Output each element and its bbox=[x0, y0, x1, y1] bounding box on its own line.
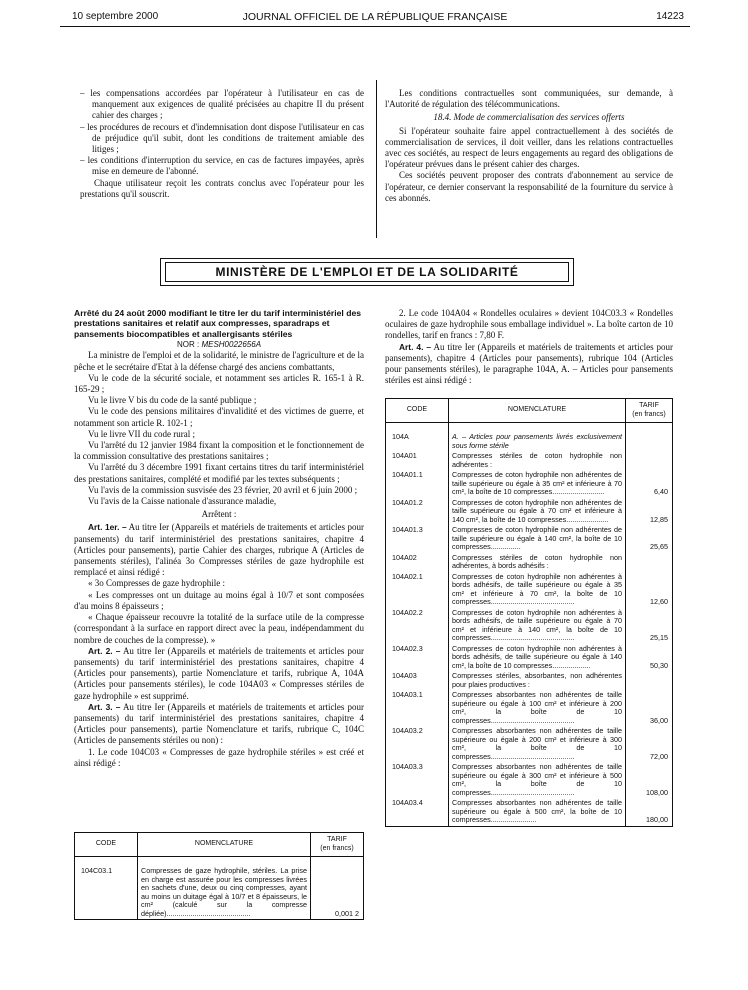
article-2 bbox=[74, 646, 364, 702]
table-cell-nomenclature: Compresses absorbantes non adhérentes de taille supérieure ou égale à 500 cm², la boîte de 10 compresses....................... bbox=[449, 798, 626, 826]
table-cell-nomenclature: Compresses stériles de coton hydrophile non adhérentes : bbox=[449, 451, 626, 470]
visa: Vu l'avis de la commission susvisée des 23 février, 20 avril et 6 juin 2000 ; bbox=[88, 484, 358, 495]
ministry-title: MINISTÈRE DE L'EMPLOI ET DE LA SOLIDARITÉ bbox=[165, 262, 569, 282]
table-cell-code: 104A02.2 bbox=[386, 608, 449, 644]
table-cell-code: 104A bbox=[386, 423, 449, 452]
table-cell-tarif: 108,00 bbox=[626, 762, 673, 798]
table-row bbox=[386, 451, 673, 470]
paragraph: La ministre de l'emploi et de la solidarité, le ministre de l'agriculture et de la pêche et le secrétaire d'Etat à la défense chargé des anciens combattants, bbox=[74, 350, 364, 372]
table-cell-code: 104A02.1 bbox=[386, 572, 449, 608]
table-row bbox=[386, 644, 673, 672]
visa: Vu l'avis de la Caisse nationale d'assurance maladie, bbox=[88, 496, 277, 507]
article-1-text: Au titre Ier (Appareils et matériels de traitements et articles pour pansements) du tarif interministériel des prestations sanitaires, chapitre 4 (Articles pour pansements), partie Cahier des charges, rubrique A (Articles de pansements stériles), l'alinéa 3o Compresses stériles de gaze hydrophile est remplacé et ainsi rédigé : bbox=[74, 522, 364, 578]
list-item: – les procédures de recours et d'indemnisation dont dispose l'utilisateur en cas de préjudice qu'il subit, dont les conditions de traitement amiable des litiges ; bbox=[80, 121, 364, 155]
nomenclature-table-104a bbox=[385, 398, 673, 827]
table-row bbox=[386, 525, 673, 553]
table-body bbox=[75, 857, 364, 920]
table-cell-nomenclature: Compresses de coton hydrophile non adhérentes à bords adhésifs, de taille supérieure ou égale à 70 cm² et inférieure à 140 cm², la boîte de 10 compresses.......................................... bbox=[449, 608, 626, 644]
paragraph: Si l'opérateur souhaite faire appel contractuellement à des sociétés de commercialisation de services, il doit veiller, dans les relations contractuelles avec ces sociétés, au respect de leurs engagements au regard des obligations de l'opérateur prévues dans le présent cahier des charges. bbox=[385, 125, 673, 170]
table-cell-code: 104A02 bbox=[386, 553, 449, 572]
arrete-title: Arrêté du 24 août 2000 modifiant le titre Ier du tarif interministériel des prestations sanitaires et relatif aux compresses, sparadraps et pansements biocompatibles et anallergisants stériles bbox=[74, 308, 362, 339]
table-row bbox=[386, 762, 673, 798]
table-cell-tarif: 50,30 bbox=[626, 644, 673, 672]
article-2-label: Art. 2. – bbox=[88, 645, 121, 656]
journal-title: JOURNAL OFFICIEL DE LA RÉPUBLIQUE FRANÇAISE bbox=[242, 11, 508, 23]
table-cell-nomenclature: Compresses de gaze hydrophile, stériles. La prise en charge est assurée pour les compresses livrées en sachets d'une, deux ou cinq compresses, ayant au moins un duitage égal à 10/7 et 8 épaisseurs, le cm² (calculé sur la compresse dépliée).......................................... bbox=[138, 857, 311, 920]
visa: Vu le livre V bis du code de la santé publique ; bbox=[88, 395, 257, 406]
table-row bbox=[386, 798, 673, 826]
table-cell-tarif: 12,85 bbox=[626, 498, 673, 526]
table-cell-nomenclature: Compresses de coton hydrophile non adhérentes de taille supérieure ou égale à 70 cm² et inférieure à 140 cm², la boîte de 10 compresses..................... bbox=[449, 498, 626, 526]
section-heading: 18.4. Mode de commercialisation des services offerts bbox=[433, 112, 625, 123]
list-item: – les conditions d'interruption du service, en cas de factures impayées, après mise en demeure de l'abonné. bbox=[80, 155, 364, 177]
nor-label: NOR : bbox=[176, 340, 200, 350]
article-2-text: Au titre Ier (Appareils et matériels de traitements et articles pour pansements) du tarif interministériel des prestations sanitaires, chapitre 4 (Articles pour pansements), partie Nomenclature et tarifs, rubrique A, 104A (Articles pour pansements stériles), le code 104A03 « Compresses stériles de gaze hydrophile » est supprimé. bbox=[74, 645, 364, 701]
page-number: 14223 bbox=[656, 11, 684, 22]
top-left-column bbox=[80, 88, 364, 200]
table-cell-tarif: 0,001 2 bbox=[311, 857, 364, 920]
table-body bbox=[386, 423, 673, 827]
visa: Vu le code des pensions militaires d'invalidité et des victimes de guerre, et notamment son article R. 102-1 ; bbox=[74, 406, 364, 428]
table-cell-tarif: 12,60 bbox=[626, 572, 673, 608]
table-cell-nomenclature: Compresses de coton hydrophile non adhérentes à bords adhésifs, de taille supérieure ou égale à 35 cm² et inférieure à 70 cm², la boîte de 10 compresses.......................................... bbox=[449, 572, 626, 608]
visa: Vu le code de la sécurité sociale, et notamment ses articles R. 165-1 à R. 165-29 ; bbox=[74, 372, 364, 395]
article-4-label: Art. 4. – bbox=[399, 341, 432, 352]
nor-reference bbox=[74, 339, 364, 350]
table-cell-code: 104A03.1 bbox=[386, 690, 449, 726]
column-header-tarif: TARIF (en francs) bbox=[311, 833, 364, 857]
table-cell-nomenclature: Compresses stériles de coton hydrophile non adhérentes, à bords adhésifs : bbox=[449, 553, 626, 572]
table-cell-tarif: 25,65 bbox=[626, 525, 673, 553]
table-cell-tarif bbox=[626, 451, 673, 470]
visa: Vu l'arrêté du 12 janvier 1984 fixant la composition et le fonctionnement de la commission consultative des prestations sanitaires ; bbox=[74, 440, 364, 462]
table-row bbox=[386, 690, 673, 726]
table-row bbox=[386, 671, 673, 690]
column-divider bbox=[376, 80, 377, 238]
article-4-text: Au titre Ier (Appareils et matériels de traitements et articles pour pansements), chapitre 4 (Articles pour pansements), rubrique 104 (Articles pour pansements stériles), le paragraphe 104A, A. – Articles pour pansements stériles est ainsi rédigé : bbox=[385, 341, 673, 386]
paragraph: Ces sociétés peuvent proposer des contrats d'abonnement au service de l'opérateur, ce dernier conservant la responsabilité de la fourniture du service à ces abonnés. bbox=[385, 170, 673, 203]
table-cell-code: 104A03 bbox=[386, 671, 449, 690]
article-3-label: Art. 3. – bbox=[88, 701, 121, 712]
table-cell-code: 104A03.3 bbox=[386, 762, 449, 798]
table-row bbox=[386, 553, 673, 572]
column-header-tarif: TARIF (en francs) bbox=[626, 399, 673, 423]
table-cell-tarif: 25,15 bbox=[626, 608, 673, 644]
nomenclature-table-104c bbox=[74, 832, 364, 920]
article-4 bbox=[385, 342, 673, 387]
table-row bbox=[386, 498, 673, 526]
column-header-nomenclature: NOMENCLATURE bbox=[449, 399, 626, 423]
table-cell-tarif: 72,00 bbox=[626, 726, 673, 762]
table-cell-nomenclature: A. – Articles pour pansements livrés exclusivement sous forme stérile bbox=[449, 423, 626, 452]
column-header-code: CODE bbox=[386, 399, 449, 423]
table-cell-nomenclature: Compresses de coton hydrophile non adhérentes de taille supérieure ou égale à 35 cm² et inférieure à 70 cm², la boîte de 10 compresses.......................... bbox=[449, 470, 626, 498]
list-item: – les compensations accordées par l'opérateur à l'utilisateur en cas de manquement aux exigences de qualité précisées au chapitre II du présent cahier des charges ; bbox=[80, 88, 364, 121]
article-1 bbox=[74, 522, 364, 578]
table-row bbox=[386, 608, 673, 644]
visa: Vu le livre VII du code rural ; bbox=[88, 428, 196, 439]
table-cell-tarif bbox=[626, 423, 673, 452]
table-cell-nomenclature: Compresses de coton hydrophile non adhérentes à bords adhésifs, de taille supérieure ou égale à 140 cm², la boîte de 10 compresses................... bbox=[449, 644, 626, 672]
table-cell-nomenclature: Compresses absorbantes non adhérentes de taille supérieure ou égale à 100 cm² et inférieure à 200 cm², la boîte de 10 compresses.......................................... bbox=[449, 690, 626, 726]
nor-value: MESH0022656A bbox=[201, 340, 262, 350]
quote-line: « Les compresses ont un duitage au moins égal à 10/7 et sont composées d'au moins 8 épaisseurs ; bbox=[74, 589, 364, 611]
table-cell-code: 104A01 bbox=[386, 451, 449, 470]
table-cell-tarif: 180,00 bbox=[626, 798, 673, 826]
table-cell-tarif bbox=[626, 671, 673, 690]
table-cell-code: 104A02.3 bbox=[386, 644, 449, 672]
table-row bbox=[75, 857, 364, 920]
paragraph: Chaque utilisateur reçoit les contrats conclus avec l'opérateur pour les prestations qu'il souscrit. bbox=[80, 177, 364, 199]
table-cell-tarif: 6,40 bbox=[626, 470, 673, 498]
table-cell-code: 104C03.1 bbox=[75, 857, 138, 920]
table-cell-code: 104A01.3 bbox=[386, 525, 449, 553]
article-3 bbox=[74, 702, 364, 747]
table-cell-code: 104A01.2 bbox=[386, 498, 449, 526]
table-row bbox=[386, 572, 673, 608]
paragraph: 2. Le code 104A04 « Rondelles oculaires » devient 104C03.3 « Rondelles oculaires de gaze hydrophile sous emballage individuel ». La boîte carton de 10 rondelles, tarif en francs : 7,80 F. bbox=[385, 308, 673, 341]
table-cell-tarif bbox=[626, 553, 673, 572]
quote-line: « Chaque épaisseur recouvre la totalité de la surface utile de la compresse (correspondant à la surface en rapport direct avec la peau, indépendamment du nombre de couches de la compresse). » bbox=[74, 612, 364, 645]
table-cell-tarif: 36,00 bbox=[626, 690, 673, 726]
table-row bbox=[386, 726, 673, 762]
bottom-right-column bbox=[385, 308, 673, 386]
bottom-left-column bbox=[74, 308, 364, 769]
top-right-column bbox=[385, 88, 673, 204]
article-3-text: Au titre Ier (Appareils et matériels de traitements et articles pour pansements) du tarif interministériel des prestations sanitaires, chapitre 4 (Articles pour pansements), partie Nomenclature et tarifs, rubrique C, 104C (Articles de pansements stériles ou non) : bbox=[74, 701, 364, 746]
table-cell-code: 104A03.4 bbox=[386, 798, 449, 826]
table-cell-nomenclature: Compresses stériles, absorbantes, non adhérentes pour plaies productives : bbox=[449, 671, 626, 690]
page-header bbox=[60, 8, 690, 27]
column-header-nomenclature: NOMENCLATURE bbox=[138, 833, 311, 857]
table-cell-nomenclature: Compresses absorbantes non adhérentes de taille supérieure ou égale à 300 cm² et inférieure à 500 cm², la boîte de 10 compresses.......................................... bbox=[449, 762, 626, 798]
table-cell-nomenclature: Compresses de coton hydrophile non adhérentes de taille supérieure ou égale à 140 cm², la boîte de 10 compresses............... bbox=[449, 525, 626, 553]
ministry-banner bbox=[160, 258, 574, 286]
quote-line: « 3o Compresses de gaze hydrophile : bbox=[88, 578, 225, 589]
paragraph: 1. Le code 104C03 « Compresses de gaze hydrophile stériles » est créé et ainsi rédigé : bbox=[74, 746, 364, 768]
paragraph: Les conditions contractuelles sont communiquées, sur demande, à l'Autorité de régulation des télécommunications. bbox=[385, 88, 673, 110]
table-cell-nomenclature: Compresses absorbantes non adhérentes de taille supérieure ou égale à 200 cm² et inférieure à 300 cm², la boîte de 10 compresses.......................................... bbox=[449, 726, 626, 762]
table-cell-code: 104A01.1 bbox=[386, 470, 449, 498]
table-row bbox=[386, 470, 673, 498]
visa: Vu l'arrêté du 3 décembre 1991 fixant certains titres du tarif interministériel des prestations sanitaires, complété et modifié par les textes subséquents ; bbox=[74, 462, 364, 484]
table-row bbox=[386, 423, 673, 452]
column-header-code: CODE bbox=[75, 833, 138, 857]
table-cell-code: 104A03.2 bbox=[386, 726, 449, 762]
header-date: 10 septembre 2000 bbox=[72, 11, 159, 22]
arretent-heading: Arrêtent : bbox=[201, 509, 237, 520]
article-1-label: Art. 1er. – bbox=[88, 522, 127, 533]
